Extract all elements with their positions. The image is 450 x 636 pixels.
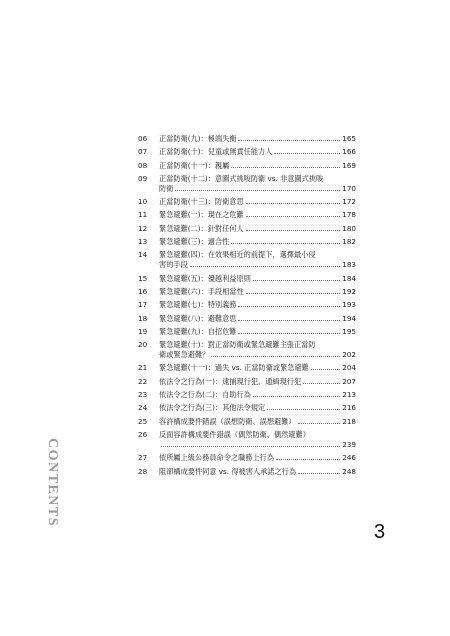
toc-entry-number: 14	[138, 250, 148, 260]
toc-entry	[138, 161, 356, 171]
toc-entry-number: 21	[138, 363, 148, 373]
toc-entry-title: 緊急避難(一)：現在之危難	[159, 210, 244, 220]
toc-entry-page: 166	[342, 147, 356, 157]
toc-dot-leader	[231, 167, 340, 168]
toc-dot-leader	[211, 356, 340, 357]
toc-entry-number: 28	[138, 466, 148, 476]
toc-dot-leader	[238, 140, 340, 141]
toc-entry	[138, 363, 356, 373]
toc-entry	[138, 210, 356, 220]
toc-entry-page: 195	[342, 326, 356, 336]
toc-entry	[138, 224, 356, 234]
toc-entry-title: 緊急避難(六)：手段相當性	[159, 286, 244, 296]
toc-entry-page: 207	[342, 376, 356, 386]
toc-entry-page: 246	[342, 453, 356, 463]
toc-entry	[138, 377, 356, 387]
toc-dot-leader	[238, 320, 340, 321]
toc-entry-title: 反面容許構成要件錯誤（偶然防衛、偶然避難）	[159, 429, 310, 439]
toc-dot-leader	[246, 203, 341, 204]
toc-entry-title: 緊急避難(三)：適合性	[159, 237, 230, 247]
toc-entry	[138, 314, 356, 324]
toc-entry-title: 緊急避難(四)：在效果相近的前提下，選擇最小侵	[159, 250, 316, 260]
toc-dot-leader	[161, 446, 340, 447]
toc-dot-leader	[190, 266, 341, 267]
toc-entry-title: 緊急避難(七)：特別義務	[159, 300, 237, 310]
toc-dot-leader	[231, 243, 340, 244]
toc-entry-page: 184	[342, 273, 356, 283]
toc-entry-number: 13	[138, 237, 148, 247]
toc-entry-number: 08	[138, 160, 148, 170]
toc-entry-title: 緊急避難(八)：避難意思	[159, 313, 237, 323]
toc-entry-number: 24	[138, 403, 148, 413]
toc-entry-number: 20	[138, 340, 148, 350]
toc-entry	[138, 147, 356, 157]
toc-entry-title: 緊急避難(五)：優越利益原則	[159, 273, 251, 283]
toc-entry-number: 12	[138, 223, 148, 233]
toc-dot-leader	[246, 293, 341, 294]
toc-entry-page: 183	[342, 260, 356, 270]
toc-entry-number: 25	[138, 416, 148, 426]
toc-entry-page: 192	[342, 286, 356, 296]
toc-entry-page: 170	[342, 183, 356, 193]
toc-entry	[138, 417, 356, 427]
toc-dot-leader	[175, 190, 340, 191]
toc-entry-number: 16	[138, 286, 148, 296]
toc-entry-number: 19	[138, 326, 148, 336]
toc-entry	[138, 274, 356, 284]
toc-entry	[138, 300, 356, 310]
toc-entry	[138, 390, 356, 400]
toc-dot-leader	[298, 423, 341, 424]
toc-entry-number: 11	[138, 210, 148, 220]
toc-dot-leader	[238, 333, 340, 334]
toc-dot-leader	[253, 396, 340, 397]
toc-entry-number: 15	[138, 273, 148, 283]
toc-dot-leader	[267, 409, 340, 410]
toc-entry-title: 正當防衛(十)：兒童或無責任能力人	[159, 147, 273, 157]
toc-dot-leader	[303, 383, 340, 384]
page-number: 3	[374, 521, 386, 543]
toc-entry-number: 07	[138, 147, 148, 157]
toc-entry-number: 09	[138, 173, 148, 183]
toc-dot-leader	[246, 216, 341, 217]
toc-dot-leader	[246, 230, 341, 231]
toc-entry	[138, 453, 356, 463]
toc-entry-title: 阻卻構成要件同意 vs. 得被害人承諾之行為	[159, 466, 297, 476]
toc-entry	[138, 134, 356, 144]
toc-entry-page: 169	[342, 160, 356, 170]
toc-dot-leader	[311, 369, 340, 370]
toc-entry-title: 依法令之行為(一)：逮捕現行犯、通緝現行犯	[159, 376, 302, 386]
toc-dot-leader	[298, 473, 340, 474]
toc-entry	[138, 250, 356, 270]
toc-entry-number: 26	[138, 429, 148, 439]
toc-entry	[138, 403, 356, 413]
toc-entry-page: 204	[342, 363, 356, 373]
toc-entry	[138, 467, 356, 477]
toc-entry-page: 172	[342, 197, 356, 207]
toc-entry-title: 緊急避難(十一)：過失 vs. 正當防衛或緊急避難	[159, 363, 309, 373]
toc-entry-title: 容許構成要件錯誤（誤想防衛、誤想避難）	[159, 416, 296, 426]
toc-entry-title: 依所屬上級公務員命令之職務上行為	[159, 453, 275, 463]
toc-entry	[138, 237, 356, 247]
toc-entry-number: 23	[138, 390, 148, 400]
toc-entry-title: 依法令之行為(二)：自助行為	[159, 390, 251, 400]
toc-entry-page: 218	[342, 416, 356, 426]
toc-entry-page: 193	[342, 300, 356, 310]
toc-entry-number: 17	[138, 300, 148, 310]
toc-entry	[138, 174, 356, 194]
toc-entry-page: 239	[342, 439, 356, 449]
toc-entry-page: 248	[342, 466, 356, 476]
toc-entry-title: 緊急避難(二)：針對任何人	[159, 223, 244, 233]
contents-side-label: CONTENTS	[45, 438, 60, 528]
toc-entry-page: 165	[342, 134, 356, 143]
toc-entry-number: 10	[138, 197, 148, 207]
toc-entry	[138, 327, 356, 337]
toc-dot-leader	[274, 153, 340, 154]
toc-entry-title-continued: 防衛	[159, 183, 174, 193]
toc-entry-page: 180	[342, 223, 356, 233]
toc-entry	[138, 287, 356, 297]
toc-entry	[138, 430, 356, 450]
toc-entry-title: 正當防衛(十三)：防衛意思	[159, 197, 244, 207]
toc-entry-page: 213	[342, 390, 356, 400]
toc-dot-leader	[276, 459, 340, 460]
toc-entry-number: 06	[138, 134, 148, 143]
toc-entry-page: 182	[342, 237, 356, 247]
toc-entry-title: 緊急避難(九)：自招危難	[159, 326, 237, 336]
toc-entry	[138, 197, 356, 207]
toc-dot-leader	[253, 280, 340, 281]
toc-entry-number: 22	[138, 376, 148, 386]
toc-entry-title: 正當防衛(九)：極端失衡	[159, 134, 237, 143]
toc-entry-number: 27	[138, 453, 148, 463]
toc-entry-title-continued: 害的手段	[159, 260, 188, 270]
toc-dot-leader	[238, 306, 340, 307]
toc-entry-page: 202	[342, 350, 356, 360]
table-of-contents	[138, 134, 356, 480]
toc-entry-page: 216	[342, 403, 356, 413]
toc-entry-page: 178	[342, 210, 356, 220]
toc-entry-title: 緊急避難(十)：對正當防衛或緊急避難主張正當防	[159, 340, 316, 350]
toc-entry-title: 正當防衛(十一)：親屬	[159, 160, 230, 170]
toc-entry-number: 18	[138, 313, 148, 323]
toc-entry-title: 正當防衛(十二)：意圖式挑唆防衛 vs. 非意圖式挑唆	[159, 173, 324, 183]
toc-entry-title: 依法令之行為(三)：其他法令規定	[159, 403, 266, 413]
toc-entry-page: 194	[342, 313, 356, 323]
toc-entry	[138, 340, 356, 360]
toc-entry-title-continued: 衛或緊急避難？	[159, 350, 210, 360]
